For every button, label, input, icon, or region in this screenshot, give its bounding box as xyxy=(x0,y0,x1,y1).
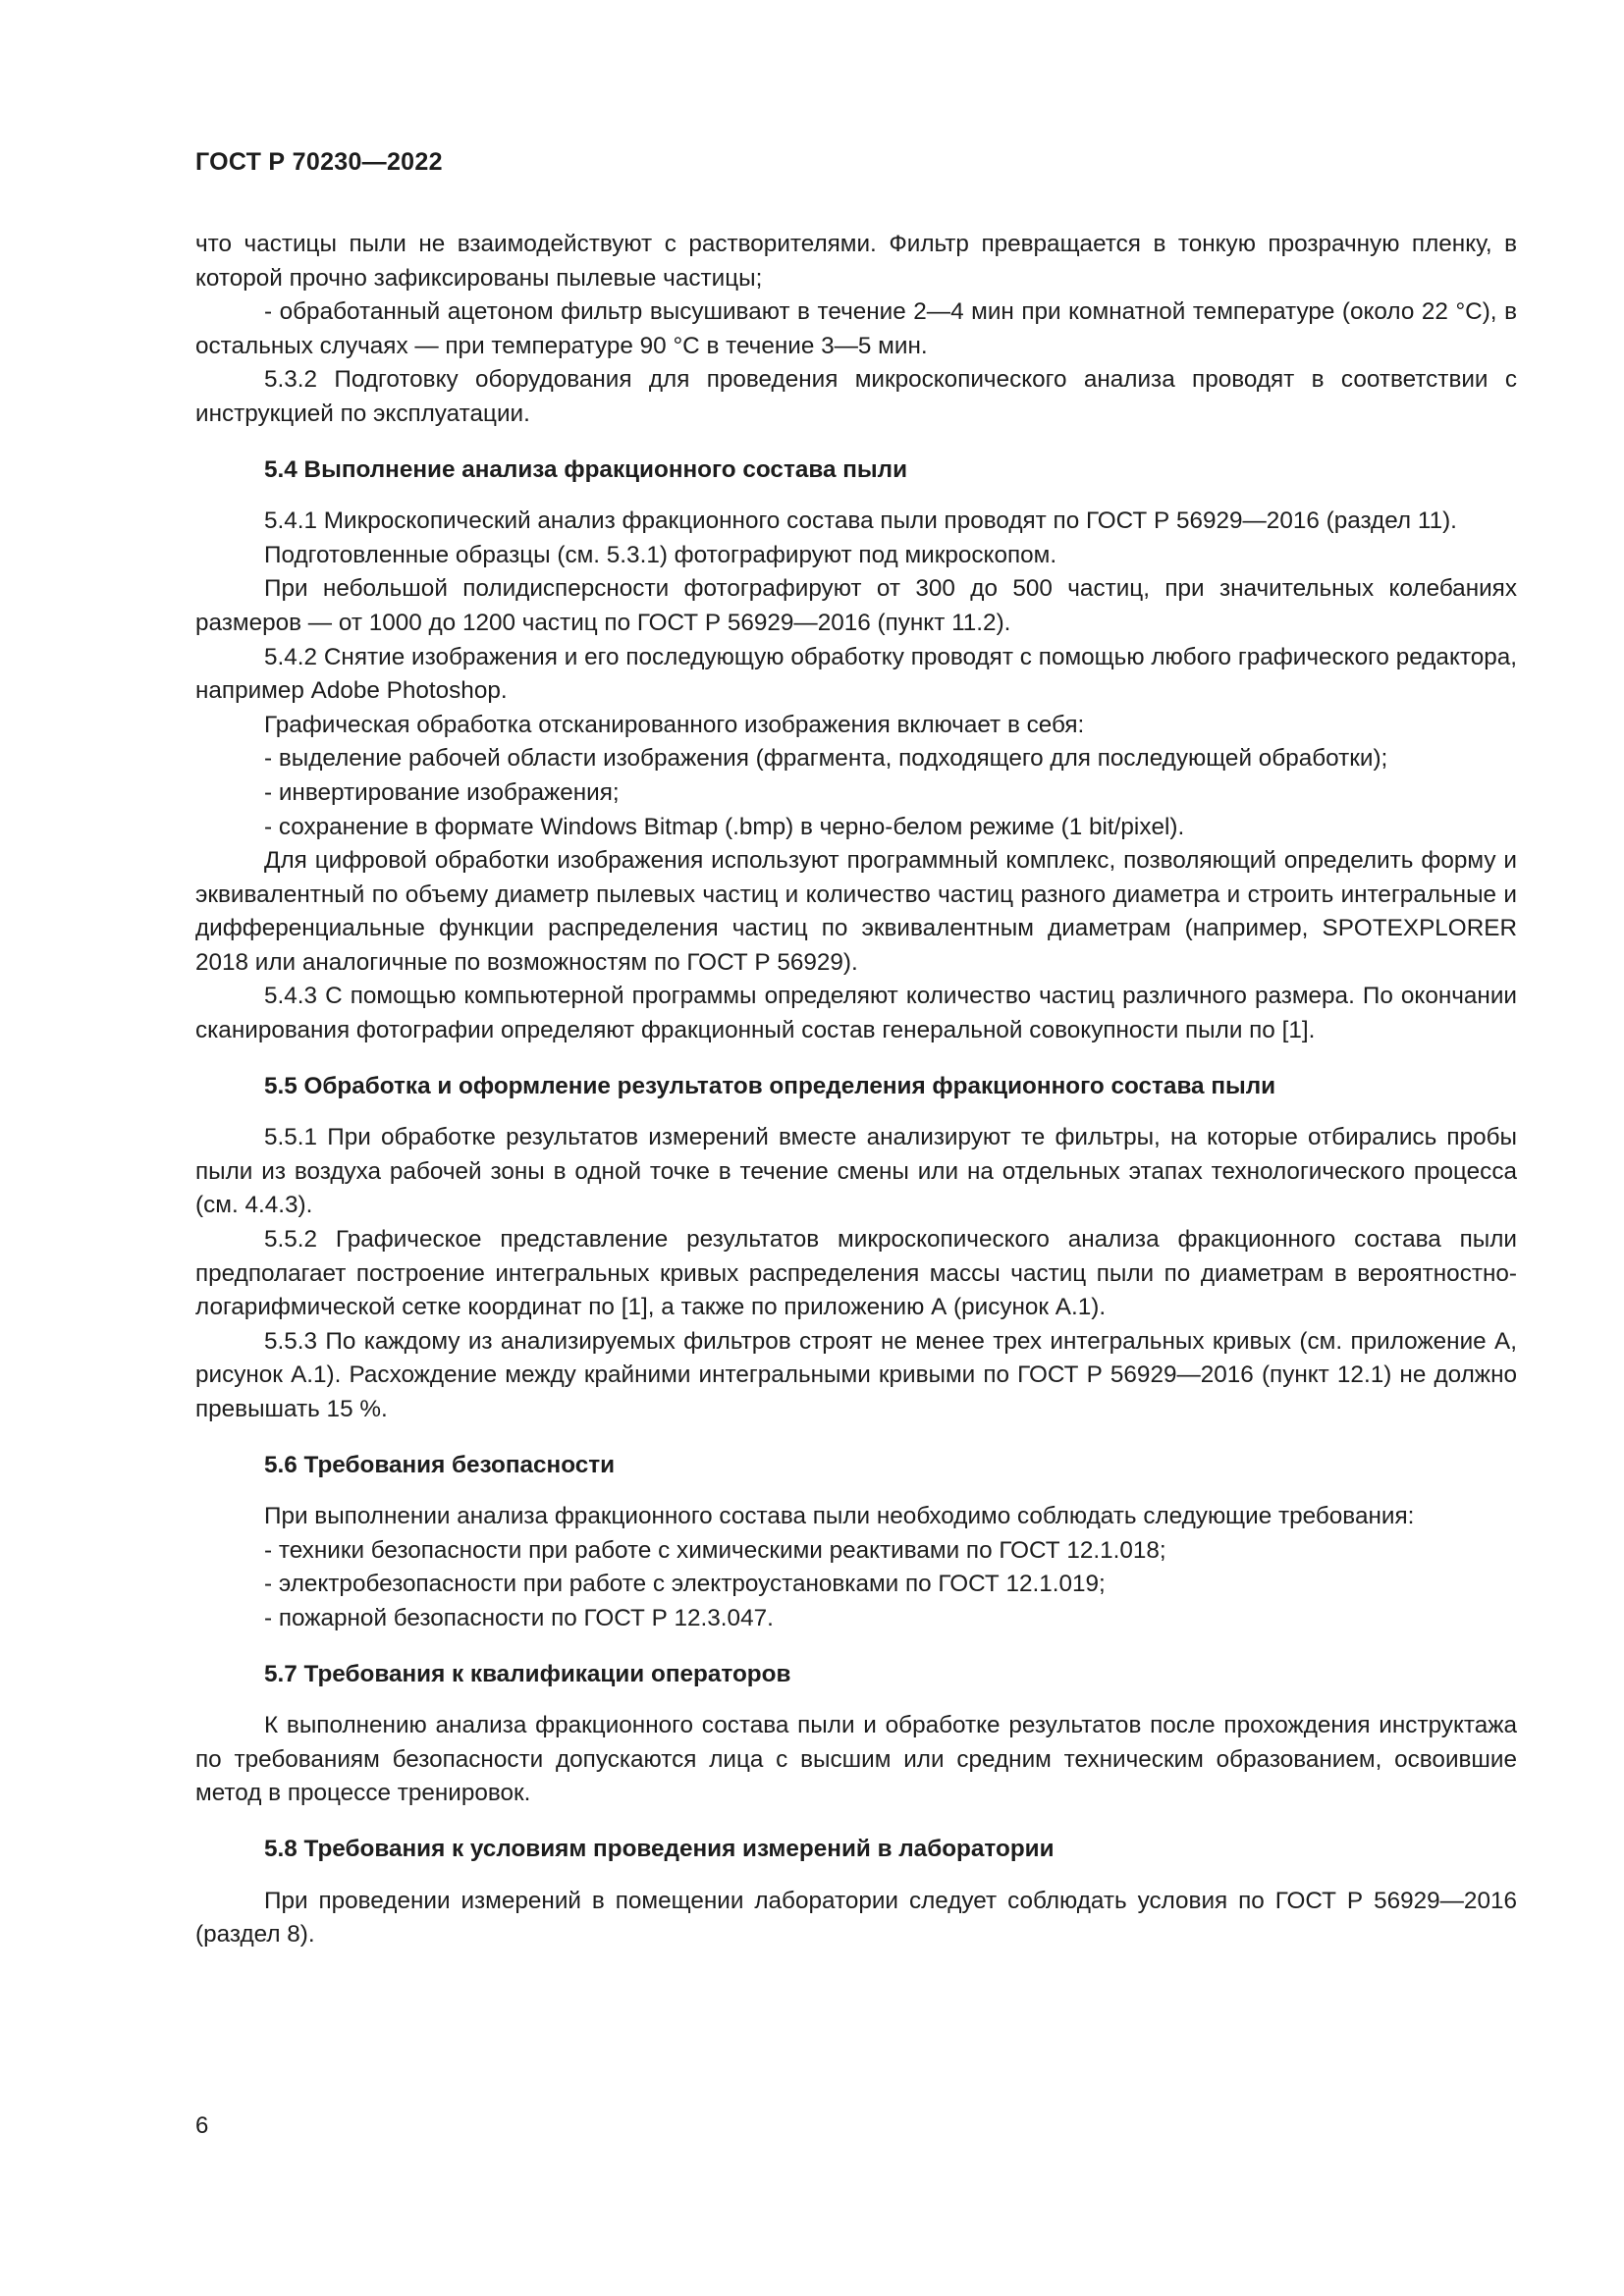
paragraph: - обработанный ацетоном фильтр высушивают в течение 2—4 мин при комнатной температуре (около 22 °С), в остальных случаях — при температуре 90 °С в течение 3—5 мин. xyxy=(195,298,1517,359)
section-heading: 5.6 Требования безопасности xyxy=(264,1451,616,1478)
paragraph: - электробезопасности при работе с электроустановками по ГОСТ 12.1.019; xyxy=(264,1571,1106,1598)
paragraph: 5.4.2 Снятие изображения и его последующую обработку проводят с помощью любого графического редактора, например Adobe Photoshop. xyxy=(195,643,1517,705)
paragraph: 5.4.1 Микроскопический анализ фракционного состава пыли проводят по ГОСТ Р 56929—2016 (раздел 11). xyxy=(264,507,1457,535)
section-heading: 5.7 Требования к квалификации операторов xyxy=(264,1660,791,1687)
paragraph: При выполнении анализа фракционного состава пыли необходимо соблюдать следующие требования: xyxy=(264,1503,1415,1530)
paragraph: - выделение рабочей области изображения (фрагмента, подходящего для последующей обработки); xyxy=(264,745,1388,773)
paragraph: 5.4.3 С помощью компьютерной программы определяют количество частиц различного размера. По окончании сканирования фотографии определяют фракционный состав генеральной совокупности пыли по [1]. xyxy=(195,983,1517,1044)
document-page xyxy=(195,147,1517,1952)
section-heading: 5.4 Выполнение анализа фракционного состава пыли xyxy=(264,455,908,483)
paragraph: - сохранение в формате Windows Bitmap (.bmp) в черно-белом режиме (1 bit/pixel). xyxy=(264,813,1185,840)
section-heading: 5.8 Требования к условиям проведения измерений в лаборатории xyxy=(264,1835,1055,1862)
paragraph: 5.5.1 При обработке результатов измерений вместе анализируют те фильтры, на которые отбирались пробы пыли из воздуха рабочей зоны в одной точке в течение смены или на отдельных этапах технологического процесса (см. 4.4.3). xyxy=(195,1124,1517,1219)
document-header: ГОСТ Р 70230—2022 xyxy=(195,148,443,176)
paragraph: - техники безопасности при работе с химическими реактивами по ГОСТ 12.1.018; xyxy=(264,1536,1166,1564)
paragraph: 5.5.3 По каждому из анализируемых фильтров строят не менее трех интегральных кривых (см. приложение А, рисунок А.1). Расхождение между крайними интегральными кривыми по ГОСТ Р 56929—2016 (пункт 12.1) не должно превышать 15 %. xyxy=(195,1327,1517,1422)
paragraph: При небольшой полидисперсности фотографируют от 300 до 500 частиц, при значительных колебаниях размеров — от 1000 до 1200 частиц по ГОСТ Р 56929—2016 (пункт 11.2). xyxy=(195,575,1517,636)
paragraph: - пожарной безопасности по ГОСТ Р 12.3.047. xyxy=(264,1604,774,1631)
page-number: 6 xyxy=(195,2112,209,2139)
paragraph: При проведении измерений в помещении лаборатории следует соблюдать условия по ГОСТ Р 56929—2016 (раздел 8). xyxy=(195,1887,1517,1949)
paragraph: что частицы пыли не взаимодействуют с растворителями. Фильтр превращается в тонкую прозрачную пленку, в которой прочно зафиксированы пылевые частицы; xyxy=(195,231,1517,292)
paragraph: Для цифровой обработки изображения используют программный комплекс, позволяющий определить форму и эквивалентный по объему диаметр пылевых частиц и количество частиц разного диаметра и строить интегральные и дифференциальные функции распределения частиц по эквивалентным диаметрам (например, SPOTEXPLORER 2018 или аналогичные по возможностям по ГОСТ Р 56929). xyxy=(195,847,1517,976)
document-body xyxy=(195,228,1517,1952)
paragraph: 5.5.2 Графическое представление результатов микроскопического анализа фракционного состава пыли предполагает построение интегральных кривых распределения массы частиц пыли по диаметрам в вероятностно-логарифмической сетке координат по [1], а также по приложению А (рисунок А.1). xyxy=(195,1226,1517,1321)
paragraph: - инвертирование изображения; xyxy=(264,778,620,806)
section-heading: 5.5 Обработка и оформление результатов определения фракционного состава пыли xyxy=(264,1072,1276,1099)
paragraph: 5.3.2 Подготовку оборудования для проведения микроскопического анализа проводят в соответствии с инструкцией по эксплуатации. xyxy=(195,366,1517,427)
paragraph: Подготовленные образцы (см. 5.3.1) фотографируют под микроскопом. xyxy=(264,541,1057,568)
paragraph: К выполнению анализа фракционного состава пыли и обработке результатов после прохождения инструктажа по требованиям безопасности допускаются лица с высшим или средним техническим образованием, освоившие метод в процессе тренировок. xyxy=(195,1712,1517,1807)
paragraph: Графическая обработка отсканированного изображения включает в себя: xyxy=(264,711,1085,738)
